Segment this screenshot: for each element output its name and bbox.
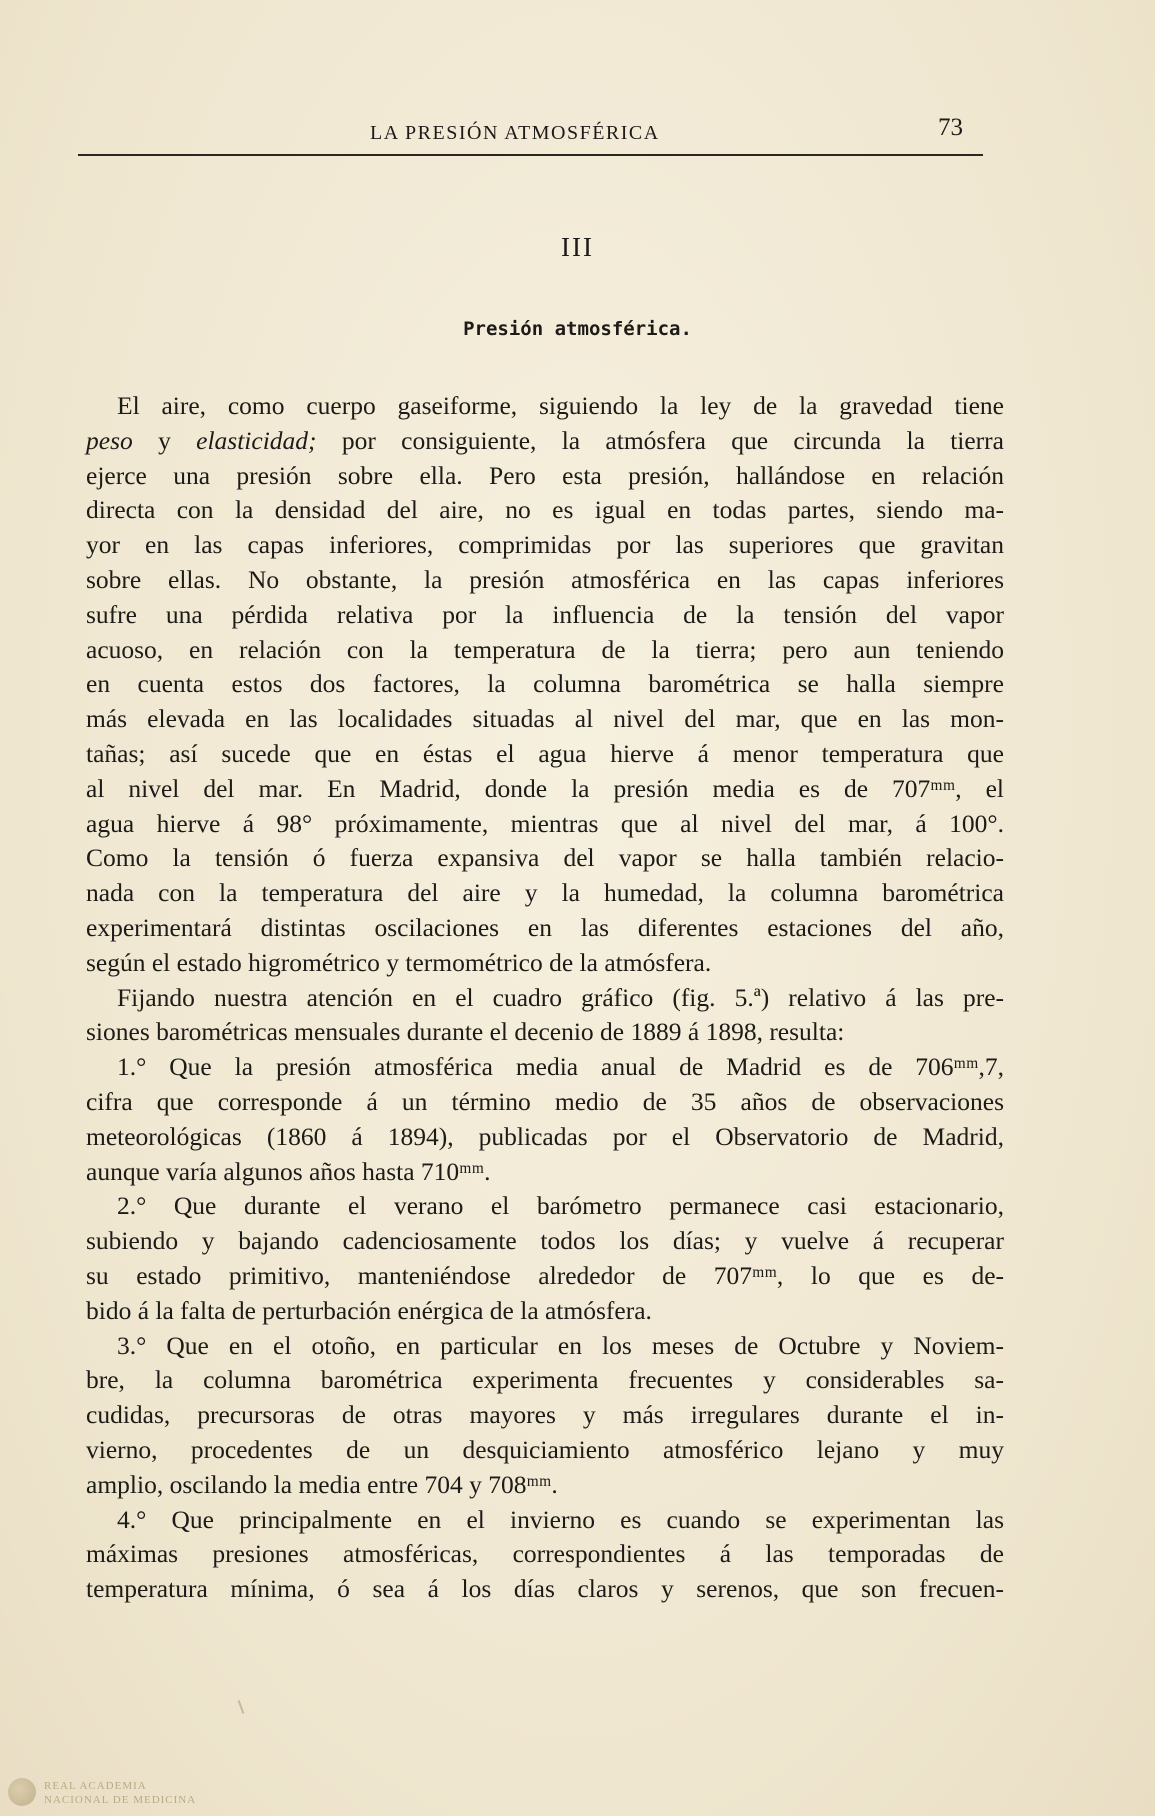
- text-line: ejerce una presión sobre ella. Pero esta presión, hallándose en relación: [86, 460, 1004, 490]
- text-line: yor en las capas inferiores, comprimidas por las superiores que gravitan: [86, 530, 1004, 560]
- text-line: tañas; así sucede que en éstas el agua hierve á menor temperatura que: [86, 738, 1004, 768]
- running-head: [78, 114, 983, 158]
- section-number: III: [561, 232, 594, 262]
- library-watermark: [8, 1774, 218, 1810]
- text-line: cudidas, precursoras de otras mayores y más irregulares durante el in-: [86, 1400, 1004, 1430]
- watermark-line-2: NACIONAL DE MEDICINA: [44, 1794, 197, 1806]
- text-line: amplio, oscilando la media entre 704 y 708ᵐᵐ.: [86, 1469, 558, 1499]
- text-line: su estado primitivo, manteniéndose alrededor de 707ᵐᵐ, lo que es de-: [86, 1260, 1004, 1290]
- header-rule: [78, 154, 983, 156]
- watermark-line-1: REAL ACADEMIA: [44, 1780, 147, 1792]
- section-title: Presión atmosférica.: [463, 318, 692, 340]
- text-line: según el estado higrométrico y termométrico de la atmósfera.: [86, 947, 712, 977]
- text-line: en cuenta estos dos factores, la columna barométrica se halla siempre: [86, 669, 1004, 699]
- text-line: 2.° Que durante el verano el barómetro permanece casi estacionario,: [117, 1191, 1004, 1221]
- text-line: subiendo y bajando cadenciosamente todos los días; y vuelve á recuperar: [86, 1226, 1004, 1256]
- text-line: Como la tensión ó fuerza expansiva del vapor se halla también relacio-: [86, 843, 1004, 873]
- text-line: temperatura mínima, ó sea á los días claros y serenos, que son frecuen-: [86, 1574, 1004, 1604]
- text-fragment: y: [132, 425, 197, 455]
- text-line: 3.° Que en el otoño, en particular en los meses de Octubre y Noviem-: [117, 1330, 1004, 1360]
- text-line: directa con la densidad del aire, no es igual en todas partes, siendo ma-: [86, 495, 1004, 525]
- text-line: sobre ellas. No obstante, la presión atmosférica en las capas inferiores: [86, 564, 1004, 594]
- running-title: LA PRESIÓN ATMOSFÉRICA: [370, 122, 660, 144]
- text-line: acuoso, en relación con la temperatura de la tierra; pero aun teniendo: [86, 634, 1004, 664]
- italic-term: elasticidad;: [196, 425, 317, 455]
- text-line: al nivel del mar. En Madrid, donde la presión media es de 707ᵐᵐ, el: [86, 773, 1004, 803]
- text-line: 4.° Que principalmente en el invierno es cuando se experimentan las: [117, 1504, 1004, 1534]
- text-line: nada con la temperatura del aire y la humedad, la columna barométrica: [86, 878, 1004, 908]
- text-line: vierno, procedentes de un desquiciamiento atmosférico lejano y muy: [86, 1434, 1004, 1464]
- text-line: 1.° Que la presión atmosférica media anual de Madrid es de 706ᵐᵐ,7,: [117, 1052, 1004, 1082]
- body-text: [86, 389, 1004, 1607]
- text-line: siones barométricas mensuales durante el decenio de 1889 á 1898, resulta:: [86, 1017, 845, 1047]
- paper-mark: [238, 1700, 245, 1714]
- text-line: bido á la falta de perturbación enérgica de la atmósfera.: [86, 1295, 652, 1325]
- academy-seal-icon: [8, 1778, 36, 1806]
- italic-term: peso: [86, 425, 133, 455]
- text-line: El aire, como cuerpo gaseiforme, siguiendo la ley de la gravedad tiene: [117, 391, 1004, 420]
- text-line: [86, 424, 1004, 459]
- text-line: agua hierve á 98° próximamente, mientras que al nivel del mar, á 100°.: [86, 808, 1004, 838]
- text-line: experimentará distintas oscilaciones en las diferentes estaciones del año,: [86, 912, 1004, 942]
- text-line: Fijando nuestra atención en el cuadro gráfico (fig. 5.ª) relativo á las pre-: [117, 982, 1004, 1012]
- text-line: aunque varía algunos años hasta 710ᵐᵐ.: [86, 1156, 491, 1186]
- text-line: más elevada en las localidades situadas al nivel del mar, que en las mon-: [86, 704, 1004, 734]
- text-fragment: por consiguiente, la atmósfera que circunda la tierra: [316, 425, 1004, 455]
- text-line: meteorológicas (1860 á 1894), publicadas por el Observatorio de Madrid,: [86, 1121, 1004, 1151]
- text-line: bre, la columna barométrica experimenta frecuentes y considerables sa-: [86, 1365, 1004, 1395]
- page-number: 73: [938, 114, 963, 141]
- text-line: máximas presiones atmosféricas, correspondientes á las temporadas de: [86, 1539, 1004, 1569]
- text-line: cifra que corresponde á un término medio de 35 años de observaciones: [86, 1086, 1004, 1116]
- text-line: sufre una pérdida relativa por la influencia de la tensión del vapor: [86, 599, 1004, 629]
